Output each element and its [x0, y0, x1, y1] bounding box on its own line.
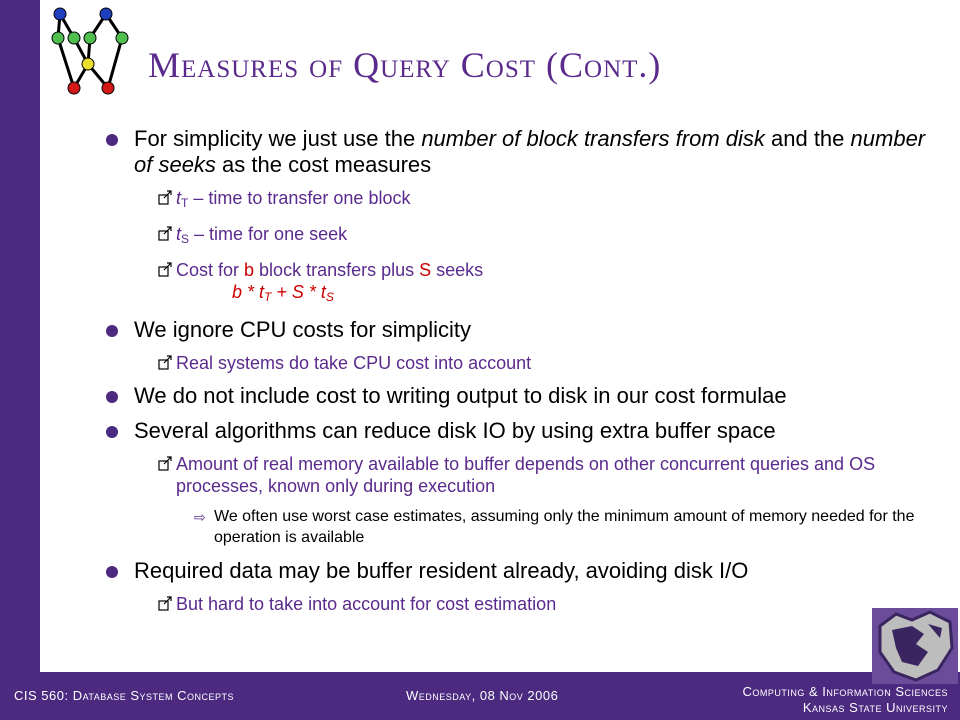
variable-S: S: [419, 260, 432, 280]
bullet-output-cost: [104, 383, 944, 409]
sub-bullet-icon: [158, 225, 174, 241]
bullet-text: We do not include cost to writing output to disk in our cost formulae: [134, 383, 787, 408]
kstate-wildcat-logo-icon: [872, 608, 958, 684]
subscript-S: S: [181, 232, 190, 246]
sub-bullet-text: Cost for: [176, 260, 245, 280]
sub-bullet-text: Real systems do take CPU cost into account: [176, 353, 532, 373]
sub-sub-bullet-text: We often use worst case estimates, assuming only the minimum amount of memory needed for the operation is available: [214, 508, 915, 546]
bullet-list: [104, 126, 944, 624]
sub-bullet-text: But hard to take into account for cost estimation: [176, 594, 557, 614]
cost-formula: [176, 281, 944, 308]
sub-bullet-icon: [158, 595, 174, 611]
bullet-text: Required data may be buffer resident already, avoiding disk I/O: [134, 558, 749, 583]
graph-logo-icon: [42, 2, 132, 98]
sub-sub-bullet-worst-case: [104, 506, 944, 548]
formula-part: + S * t: [271, 282, 326, 302]
sub-bullet-text: block transfers plus: [254, 260, 420, 280]
bullet-text: and the: [764, 126, 851, 151]
symbol-t: t: [176, 224, 182, 244]
sub-bullet-text: Amount of real memory available to buffer depends on other concurrent queries and OS processes, known only during execution: [176, 454, 876, 496]
bullet-text: For simplicity we just use the: [134, 126, 422, 151]
sub-bullet-text: – time for one seek: [189, 224, 348, 244]
sub-bullet-real-memory: [104, 453, 944, 497]
sub-bullet-icon: [158, 354, 174, 370]
sub-bullet-transfer-time: [104, 187, 944, 214]
sub-bullet-cost: [104, 259, 944, 308]
bullet-buffer-resident: [104, 558, 944, 584]
formula-part: b * t: [232, 282, 265, 302]
footer-department: [742, 684, 948, 716]
formula-subscript: S: [325, 290, 334, 304]
symbol-t: t: [176, 188, 182, 208]
bullet-buffer-space: [104, 418, 944, 444]
subscript-T: T: [181, 196, 189, 210]
footer-dept-line2: Kansas State University: [802, 700, 948, 715]
footer-course: CIS 560: Database System Concepts: [14, 688, 235, 703]
left-band: [0, 0, 40, 720]
sub-bullet-icon: [158, 455, 174, 471]
sub-bullet-icon: [158, 261, 174, 277]
sub-bullet-icon: [158, 189, 174, 205]
footer-dept-line1: Computing & Information Sciences: [742, 684, 948, 699]
bullet-text: as the cost measures: [215, 152, 432, 177]
bullet-text: Several algorithms can reduce disk IO by using extra buffer space: [134, 418, 776, 443]
bullet-text: We ignore CPU costs for simplicity: [134, 317, 472, 342]
bullet-simplicity: [104, 126, 944, 178]
bullet-cpu-costs: [104, 317, 944, 343]
sub-bullet-hard-to-account: [104, 593, 944, 615]
sub-bullet-text: seeks: [431, 260, 484, 280]
emphasis-seeks: number of seeks: [134, 126, 926, 177]
sub-bullet-text: – time to transfer one block: [188, 188, 411, 208]
emphasis-block-transfers: number of block transfers from disk: [421, 126, 765, 151]
formula-subscript: T: [264, 290, 272, 304]
sub-bullet-seek-time: [104, 223, 944, 250]
arrow-right-icon: ⇨: [194, 509, 206, 525]
footer-date: Wednesday, 08 Nov 2006: [406, 688, 559, 703]
sub-bullet-cpu-account: [104, 352, 944, 374]
slide-title: Measures of Query Cost (Cont.): [148, 45, 662, 85]
variable-b: b: [244, 260, 255, 280]
